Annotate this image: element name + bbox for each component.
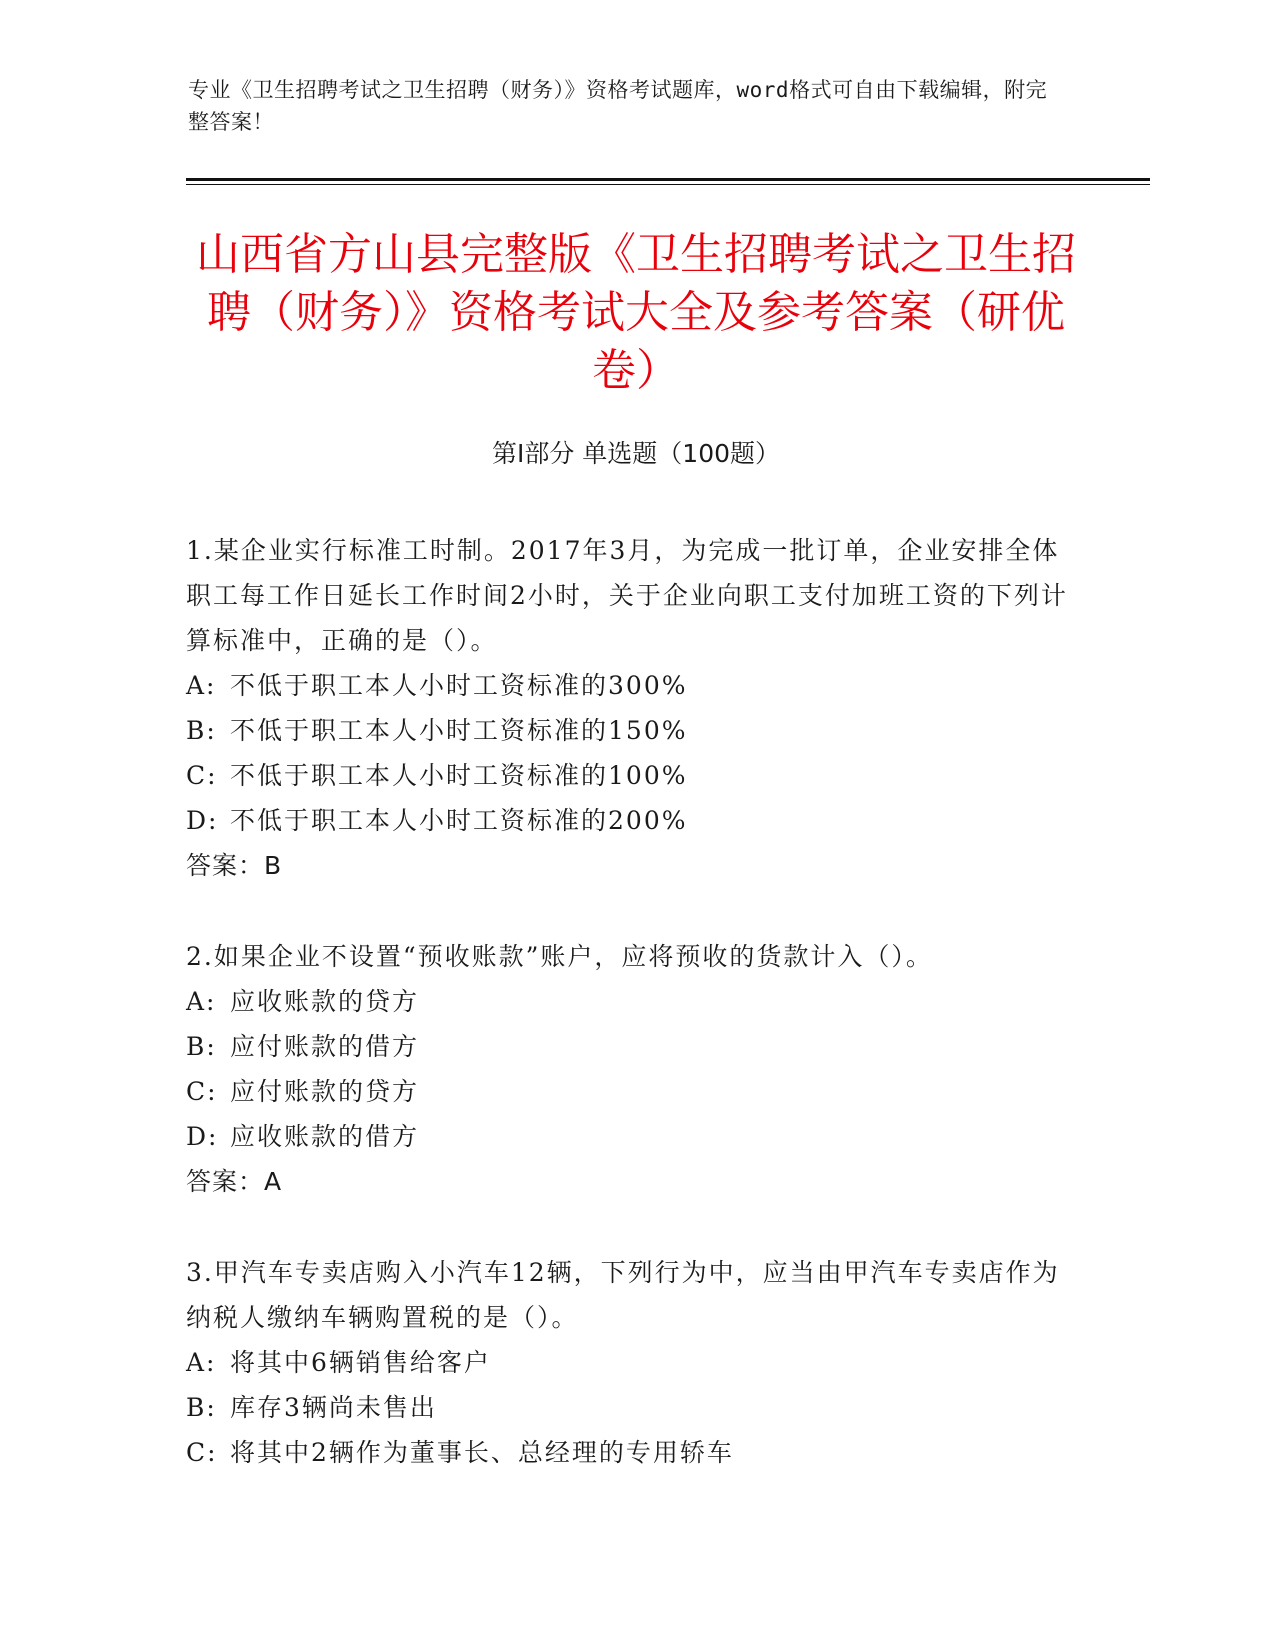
option-c bbox=[186, 753, 1086, 798]
option-text: 不低于职工本人小时工资标准的150% bbox=[230, 716, 688, 745]
option-text: 应收账款的贷方 bbox=[230, 987, 420, 1016]
option-letter: B: bbox=[186, 1032, 217, 1061]
section-heading: 第Ⅰ部分 单选题（100题） bbox=[491, 439, 781, 468]
question-stem: 3.甲汽车专卖店购入小汽车12辆，下列行为中，应当由甲汽车专卖店作为纳税人缴纳车辆购置税的是（）。 bbox=[186, 1258, 1060, 1332]
question-stem: 1.某企业实行标准工时制。2017年3月，为完成一批订单，企业安排全体职工每工作日延长工作时间2小时，关于企业向职工支付加班工资的下列计算标准中，正确的是（）。 bbox=[186, 536, 1068, 655]
question-stem: 2.如果企业不设置“预收账款”账户，应将预收的货款计入（）。 bbox=[186, 942, 933, 971]
option-letter: C: bbox=[186, 1077, 218, 1106]
option-a bbox=[186, 1340, 1086, 1385]
option-text: 应付账款的贷方 bbox=[230, 1077, 420, 1106]
document-title: 山西省方山县完整版《卫生招聘考试之卫生招聘（财务）》资格考试大全及参考答案（研优卷） bbox=[196, 229, 1076, 396]
option-b bbox=[186, 708, 1086, 753]
option-letter: C: bbox=[186, 761, 218, 790]
option-letter: A: bbox=[186, 671, 217, 700]
option-text: 应付账款的借方 bbox=[230, 1032, 420, 1061]
question-2 bbox=[186, 934, 1086, 1204]
option-letter: B: bbox=[186, 1393, 217, 1422]
option-b bbox=[186, 1385, 1086, 1430]
option-letter: C: bbox=[186, 1438, 218, 1467]
option-letter: A: bbox=[186, 987, 217, 1016]
option-text: 不低于职工本人小时工资标准的200% bbox=[230, 806, 688, 835]
answer: 答案：B bbox=[186, 851, 283, 880]
option-letter: B: bbox=[186, 716, 217, 745]
option-a bbox=[186, 663, 1086, 708]
question-list bbox=[186, 528, 1086, 1521]
option-text: 应收账款的借方 bbox=[230, 1122, 420, 1151]
question-1 bbox=[186, 528, 1086, 888]
option-b bbox=[186, 1024, 1086, 1069]
header-rule-thin bbox=[186, 184, 1150, 185]
option-text: 不低于职工本人小时工资标准的300% bbox=[230, 671, 688, 700]
option-letter: D: bbox=[186, 1122, 219, 1151]
option-text: 库存3辆尚未售出 bbox=[230, 1393, 437, 1422]
header-rule-thick bbox=[186, 178, 1150, 181]
option-d bbox=[186, 798, 1086, 843]
option-text: 不低于职工本人小时工资标准的100% bbox=[230, 761, 688, 790]
question-3 bbox=[186, 1250, 1086, 1475]
header-note: 专业《卫生招聘考试之卫生招聘（财务）》资格考试题库，word格式可自由下载编辑，附完整答案！ bbox=[188, 78, 1048, 134]
option-c bbox=[186, 1069, 1086, 1114]
option-c bbox=[186, 1430, 1086, 1475]
answer: 答案：A bbox=[186, 1167, 283, 1196]
option-letter: A: bbox=[186, 1348, 217, 1377]
option-text: 将其中6辆销售给客户 bbox=[230, 1348, 491, 1377]
option-letter: D: bbox=[186, 806, 219, 835]
option-a bbox=[186, 979, 1086, 1024]
option-d bbox=[186, 1114, 1086, 1159]
option-text: 将其中2辆作为董事长、总经理的专用轿车 bbox=[230, 1438, 734, 1467]
